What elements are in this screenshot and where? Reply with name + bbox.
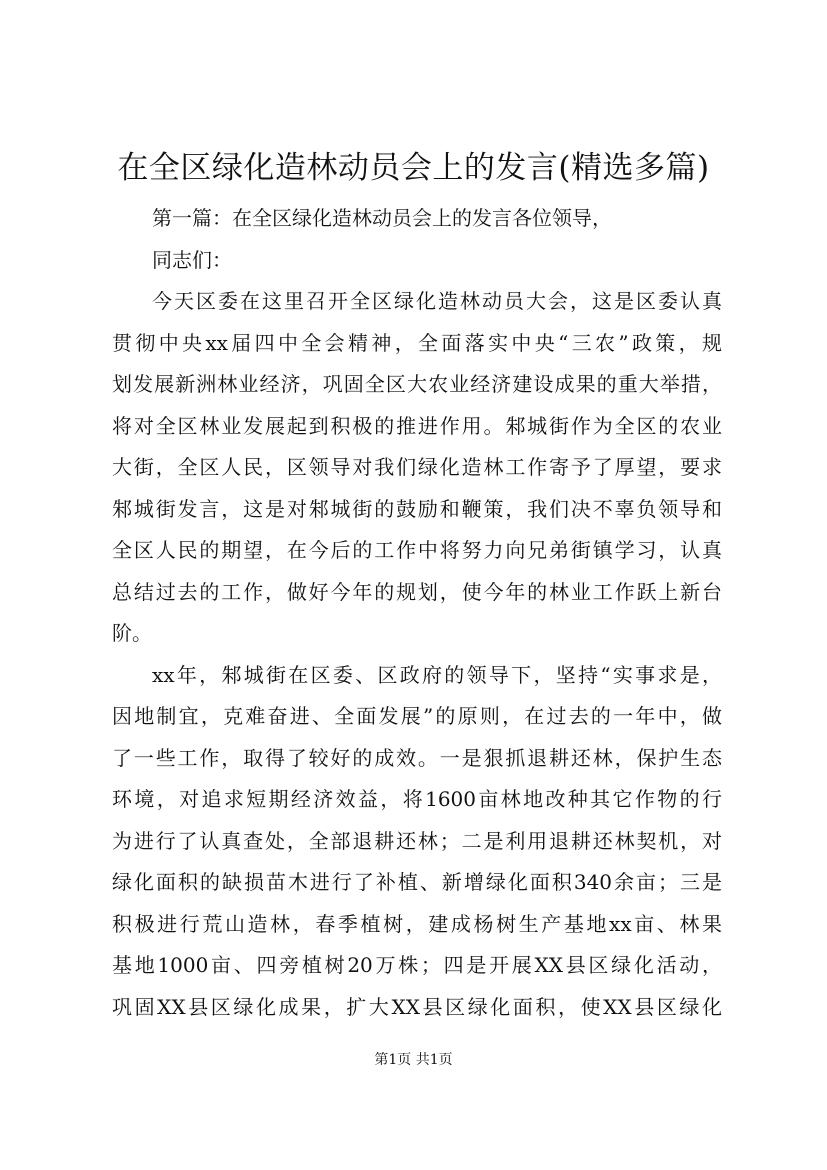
body-line: 全区人民的期望，在今后的工作中将努力向兄弟街镇学习，认真 — [112, 538, 722, 562]
body-line: 总结过去的工作，做好今年的规划，使今年的林业工作跃上新台 — [112, 579, 722, 604]
body-line: 阶。 — [112, 621, 152, 645]
body-line: 巩固XX县区绿化成果，扩大XX县区绿化面积，使XX县区绿化 — [112, 994, 722, 1019]
body-line: 贯彻中央xx届四中全会精神，全面落实中央“三农”政策，规 — [112, 330, 722, 355]
body-line: 第一篇：在全区绿化造林动员会上的发言各位领导， — [152, 206, 612, 230]
body-line: 大街，全区人民，区领导对我们绿化造林工作寄予了厚望，要求 — [112, 455, 722, 479]
body-line: 同志们： — [152, 247, 232, 272]
body-line: 邾城街发言，这是对邾城街的鼓励和鞭策，我们决不辜负领导和 — [112, 496, 722, 521]
body-line: 因地制宜，克难奋进、全面发展”的原则，在过去的一年中，做 — [112, 704, 722, 728]
body-line: xx年，邾城街在区委、区政府的领导下，坚持“实事求是， — [152, 662, 722, 687]
body-line: 将对全区林业发展起到积极的推进作用。邾城街作为全区的农业 — [112, 413, 722, 438]
body-line: 为进行了认真查处，全部退耕还林；二是利用退耕还林契机，对 — [112, 828, 722, 853]
document-body — [112, 198, 722, 1028]
page-footer: 第1页 共1页 — [374, 1052, 453, 1068]
body-line: 了一些工作，取得了较好的成效。一是狠抓退耕还林，保护生态 — [112, 745, 722, 770]
body-line: 今天区委在这里召开全区绿化造林动员大会，这是区委认真 — [152, 289, 722, 313]
body-line: 绿化面积的缺损苗木进行了补植、新增绿化面积340余亩；三是 — [112, 870, 722, 894]
body-line: 基地1000亩、四旁植树20万株；四是开展XX县区绿化活动， — [112, 953, 722, 977]
document-title: 在全区绿化造林动员会上的发言(精选多篇) — [117, 150, 710, 186]
body-line: 划发展新洲林业经济，巩固全区大农业经济建设成果的重大举措， — [112, 372, 722, 396]
body-line: 环境，对追求短期经济效益，将1600亩林地改种其它作物的行 — [112, 787, 722, 811]
body-line: 积极进行荒山造林，春季植树，建成杨树生产基地xx亩、林果 — [112, 911, 722, 936]
